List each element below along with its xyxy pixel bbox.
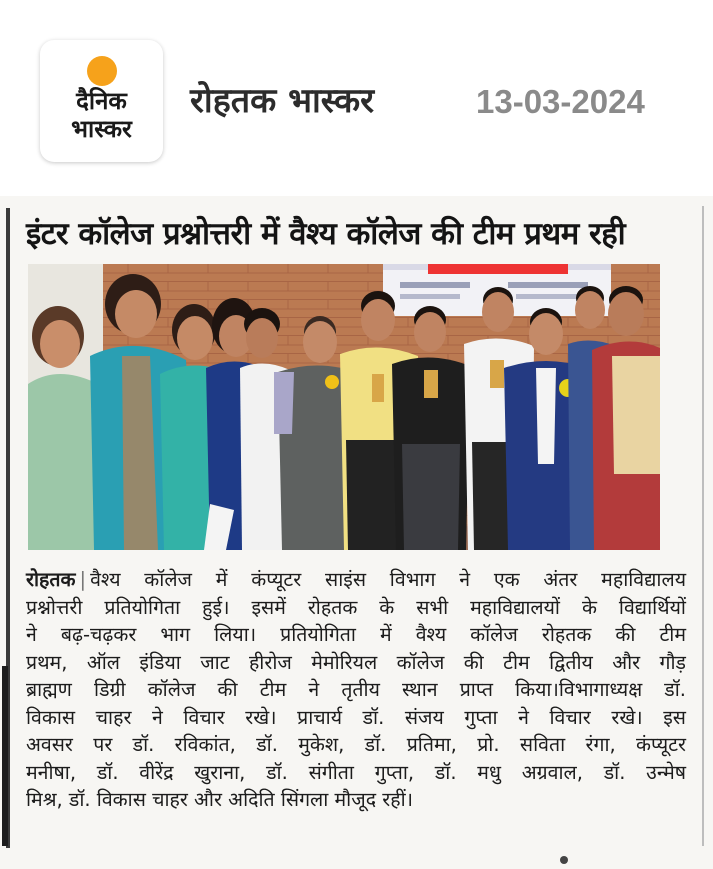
article-headline: इंटर कॉलेज प्रश्नोत्तरी में वैश्य कॉलेज की टीम प्रथम रही (26, 216, 626, 252)
article-body (26, 566, 686, 814)
group-photo-illustration (28, 264, 660, 550)
article-line-2: प्रश्नोत्तरी प्रतियोगिता हुई। इसमें रोहतक के सभी महाविद्यालयों के विद्यार्थियों (26, 595, 686, 619)
article-line-7: अवसर पर डॉ. रविकांत, डॉ. मुकेश, डॉ. प्रतिमा, प्रो. सविता रंगा, कंप्यूटर (26, 733, 686, 756)
article-line-6: विकास चाहर ने विचार रखे। प्राचार्य डॉ. संजय गुप्ता ने विचार रखे। इस (26, 705, 686, 729)
article-dateline: रोहतक (26, 568, 76, 591)
app-header (0, 0, 713, 190)
event-photo[interactable] (28, 264, 660, 550)
logo-text-line2: भास्कर (71, 115, 132, 143)
article-line-3: ने बढ़-चढ़कर भाग लिया। प्रतियोगिता में वैश्य कॉलेज रोहतक की टीम (26, 623, 686, 646)
page-mark (560, 856, 568, 864)
logo-text-line1: दैनिक (76, 87, 127, 115)
publication-date: 13-03-2024 (476, 83, 645, 120)
page-edge-left-dark (2, 666, 8, 846)
article-line-9: मिश्र, डॉ. विकास चाहर और अदिति सिंगला मौजूद रहीं। (26, 788, 414, 811)
dainik-bhaskar-logo[interactable] (40, 40, 163, 162)
article-line-1 (26, 566, 686, 594)
dateline-separator: | (79, 568, 87, 591)
newspaper-clipping (0, 196, 713, 869)
page-edge-right (702, 206, 704, 846)
article-line-8: मनीषा, डॉ. वीरेंद्र खुराना, डॉ. संगीता गुप्ता, डॉ. मधु अग्रवाल, डॉ. उन्मेष (26, 760, 686, 784)
article-line-4: प्रथम, ऑल इंडिया जाट हीरोज मेमोरियल कॉलेज की टीम द्वितीय और गौड़ (26, 650, 686, 674)
article-line-5: ब्राह्मण डिग्री कॉलेज की टीम ने तृतीय स्थान प्राप्त किया।विभागाध्यक्ष डॉ. (26, 678, 686, 701)
publication-title: रोहतक भास्कर (190, 81, 375, 121)
sun-icon (87, 56, 117, 86)
article-line-1-text: वैश्य कॉलेज में कंप्यूटर साइंस विभाग ने एक अंतर महाविद्यालय (90, 568, 686, 591)
